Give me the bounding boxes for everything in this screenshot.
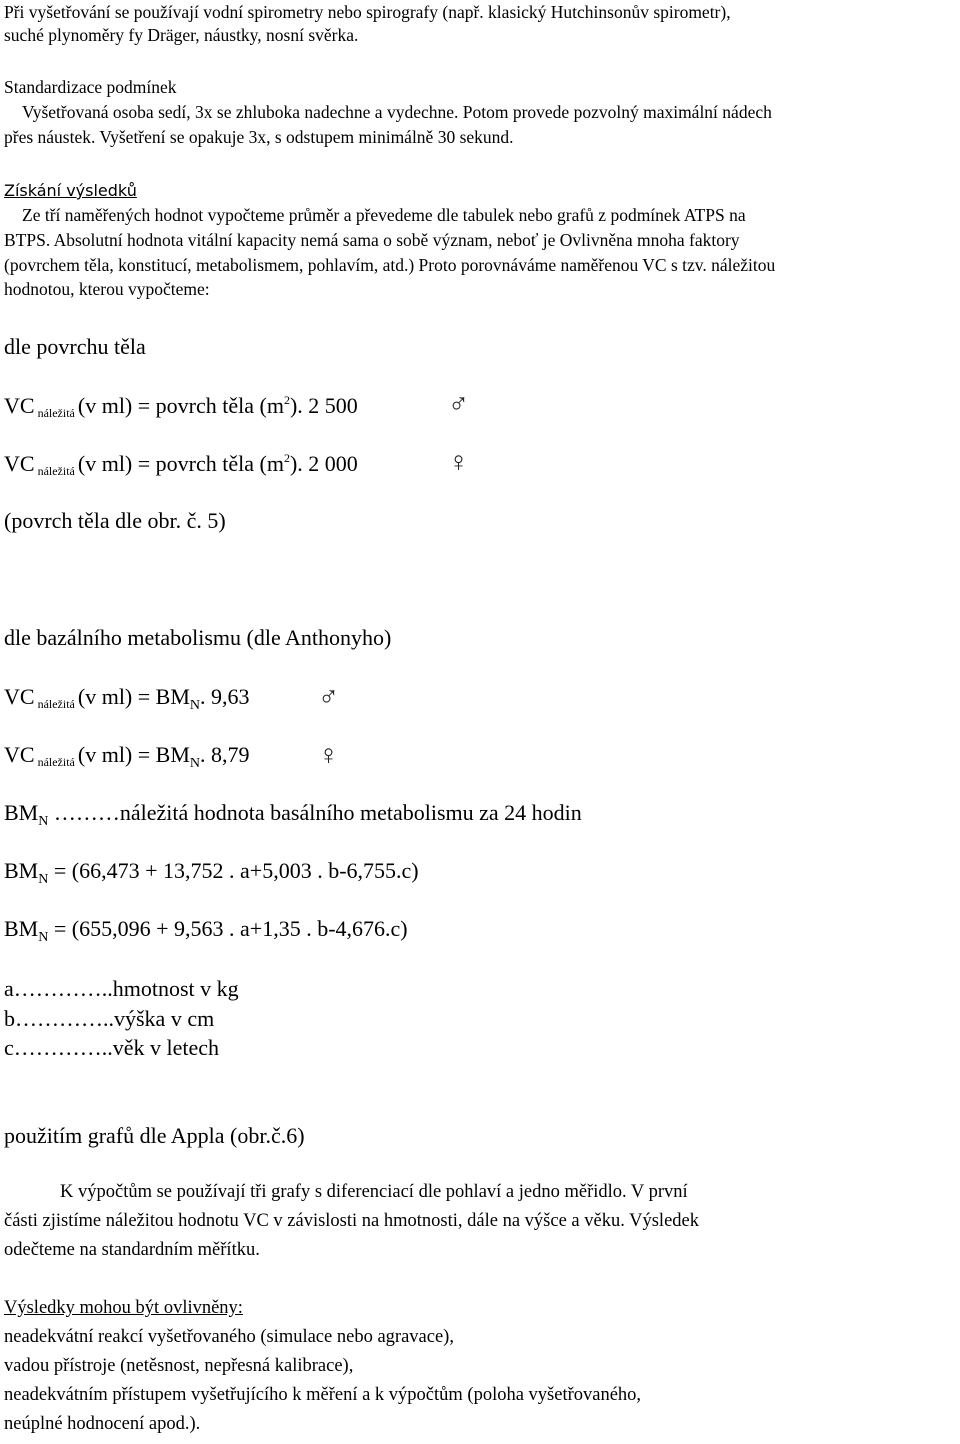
bm-subscript: N (38, 872, 49, 887)
bm-label: BM (4, 858, 39, 883)
results-line-1: Ze tří naměřených hodnot vypočteme průměr a převedeme dle tabulek nebo grafů z podmínek ATPS na (22, 205, 746, 225)
female-symbol-icon: ♀ (448, 445, 469, 478)
surface-note: (povrch těla dle obr. č. 5) (4, 508, 226, 533)
influence-item-2: vadou přístroje (netěsnost, nepřesná kalibrace), (4, 1356, 354, 1376)
basal-heading: dle bazálního metabolismu (dle Anthonyho) (4, 625, 392, 650)
appl-paragraph-line-1: K výpočtům se používají tři grafy s diferenciací dle pohlaví a jedno měřidlo. V první (60, 1182, 688, 1202)
formula-vc: VC (4, 393, 35, 418)
results-line-4: hodnotou, kterou vypočteme: (4, 279, 210, 299)
basal-equation-male (4, 860, 419, 887)
results-line-3: (povrchem těla, konstitucí, metabolismem, pohlavím, atd.) Proto porovnáváme naměřenou VC s tzv. náležitou (4, 255, 776, 275)
equation-body: = (655,096 + 9,563 . a+1,35 . b-4,676.c) (48, 916, 408, 941)
variable-a: a…………..hmotnost v kg (4, 976, 239, 1001)
formula-subscript: náležitá (37, 464, 75, 478)
formula-superscript: 2 (283, 393, 290, 407)
formula-tail: . 8,79 (200, 742, 250, 767)
formula-subscript-n: N (189, 756, 201, 771)
surface-formula-male (4, 394, 358, 419)
standardization-line-2: přes náustek. Vyšetření se opakuje 3x, s odstupem minimálně 30 sekund. (4, 127, 514, 147)
influence-item-1: neadekvátní reakcí vyšetřovaného (simulace nebo agravace), (4, 1327, 454, 1347)
variable-b: b…………..výška v cm (4, 1006, 215, 1031)
influence-item-3: neadekvátním přístupem vyšetřujícího k měření a k výpočtům (poloha vyšetřovaného, (4, 1385, 642, 1405)
intro-line-1: Při vyšetřování se používají vodní spirometry nebo spirografy (např. klasický Hutchinsonův spirometr), (4, 2, 731, 22)
formula-tail: ). 2 500 (289, 393, 358, 418)
intro-line-2: suché plynoměry fy Dräger, náustky, nosní svěrka. (4, 25, 359, 45)
formula-body: (v ml) = BM (77, 684, 190, 709)
results-heading: Získání výsledků (4, 181, 137, 200)
formula-superscript: 2 (283, 451, 290, 465)
influence-heading: Výsledky mohou být ovlivněny: (4, 1298, 243, 1318)
formula-vc: VC (4, 742, 35, 767)
surface-formula-female (4, 452, 358, 477)
surface-heading: dle povrchu těla (4, 334, 146, 359)
appl-heading: použitím grafů dle Appla (obr.č.6) (4, 1123, 305, 1148)
formula-vc: VC (4, 451, 35, 476)
formula-body: (v ml) = povrch těla (m (77, 451, 284, 476)
variable-c: c…………..věk v letech (4, 1035, 220, 1060)
bm-label: BM (4, 800, 39, 825)
formula-tail: ). 2 000 (289, 451, 358, 476)
formula-subscript: náležitá (37, 755, 75, 769)
bm-subscript: N (38, 814, 49, 829)
bm-definition-text: ………náležitá hodnota basálního metabolismu za 24 hodin (48, 800, 582, 825)
equation-body: = (66,473 + 13,752 . a+5,003 . b-6,755.c) (48, 858, 419, 883)
male-symbol-icon: ♂ (318, 680, 339, 713)
formula-subscript: náležitá (37, 697, 75, 711)
basal-formula-female (4, 744, 250, 771)
formula-tail: . 9,63 (200, 684, 250, 709)
bm-label: BM (4, 916, 39, 941)
standardization-line-1: Vyšetřovaná osoba sedí, 3x se zhluboka nadechne a vydechne. Potom provede pozvolný maximální nádech (22, 102, 772, 122)
results-line-2: BTPS. Absolutní hodnota vitální kapacity nemá sama o sobě význam, neboť je Ovlivněna mnoha faktory (4, 230, 740, 250)
male-symbol-icon: ♂ (448, 387, 469, 420)
formula-body: (v ml) = povrch těla (m (77, 393, 284, 418)
basal-formula-male (4, 686, 250, 713)
formula-subscript: náležitá (37, 406, 75, 420)
formula-body: (v ml) = BM (77, 742, 190, 767)
female-symbol-icon: ♀ (318, 738, 339, 771)
basal-definition (4, 802, 582, 829)
formula-vc: VC (4, 684, 35, 709)
bm-subscript: N (38, 930, 49, 945)
appl-paragraph-line-3: odečteme na standardním měřítku. (4, 1240, 260, 1260)
formula-subscript-n: N (189, 698, 201, 713)
basal-equation-female (4, 918, 408, 945)
standardization-heading: Standardizace podmínek (4, 77, 177, 97)
influence-item-4: neúplné hodnocení apod.). (4, 1414, 201, 1434)
appl-paragraph-line-2: části zjistíme náležitou hodnotu VC v závislosti na hmotnosti, dále na výšce a věku. Výsledek (4, 1211, 699, 1231)
